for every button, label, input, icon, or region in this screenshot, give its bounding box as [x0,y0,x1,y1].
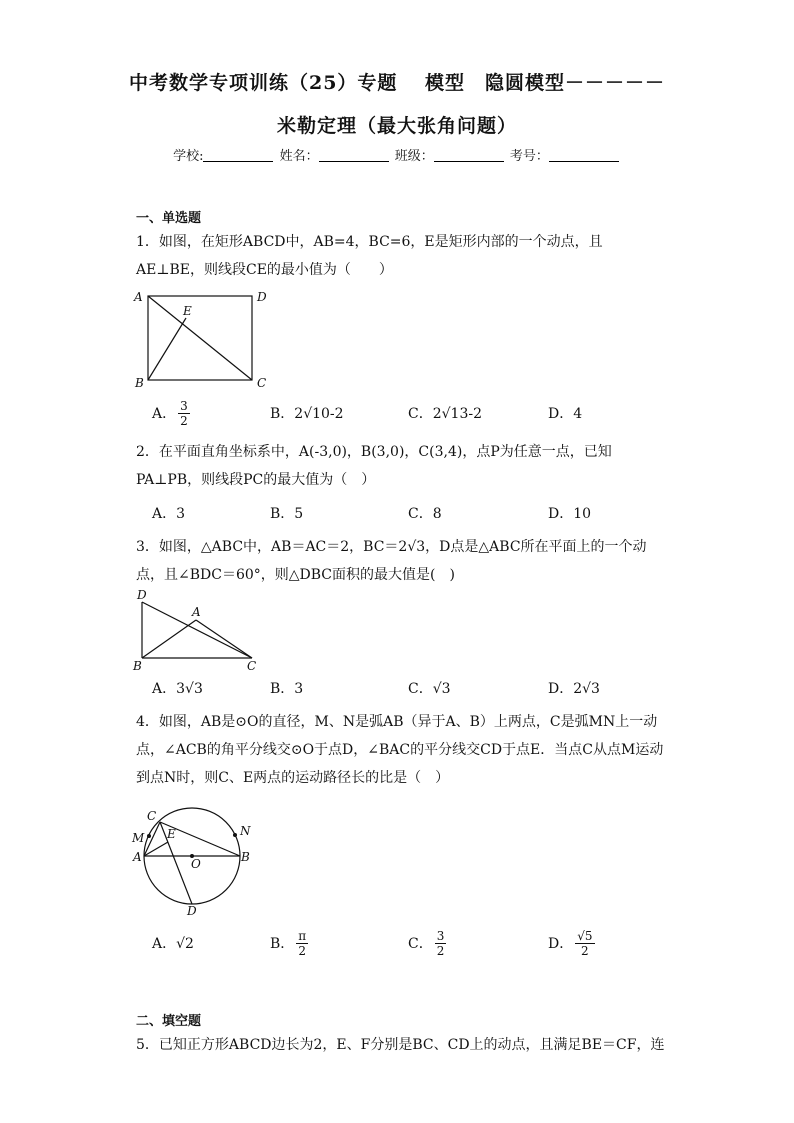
q1-option-a[interactable]: A． $\frac{3}{2}$ [152,398,188,428]
q3-option-c[interactable]: C．√3 [408,681,451,697]
q1-label-a: A [134,290,143,304]
q4-circle-figure [128,806,268,918]
q4-option-d[interactable]: D． $\frac{√5}{2}$ [548,928,593,958]
q4-option-b[interactable]: B． $\frac{\pi}{2}$ [270,928,307,958]
q2-option-d[interactable]: D．10 [548,506,592,522]
q4-label-b: B [241,850,250,864]
q3-label-c: C [247,659,257,673]
q2-option-b[interactable]: B．5 [270,506,304,522]
q2-option-c[interactable]: C．8 [408,506,442,522]
question-4-text: 4．如图，AB是⊙O的直径，M、N是弧AB（异于A、B）上两点，C是弧MN上一动点，∠ACB的角平分线交⊙O于点D，∠BAC的平分线交CD于点E．当点C从点M运动到点N时，则C、E两点的运动路径长的比是（ ） [136,714,664,786]
question-1-text: 1．如图，在矩形ABCD中，AB=4，BC=6，E是矩形内部的一个动点，且AE⊥BE，则线段CE的最小值为（ ） [136,234,603,278]
question-3-text: 3．如图，△ABC中，AB＝AC＝2，BC＝2√3，D点是△ABC所在平面上的一个动点，且∠BDC＝60°，则△DBC面积的最大值是( ) [136,539,647,583]
student-info-row [0,145,794,164]
q3-option-a[interactable]: A．3√3 [152,681,203,697]
school-label: 学校: [173,149,204,164]
class-label: 班级： [394,149,434,164]
q3-option-b[interactable]: B．3 [270,681,304,697]
q3-label-d: D [137,588,147,602]
q4-label-o: O [191,857,201,871]
question-1-options [152,393,672,433]
name-label: 姓名： [279,149,319,164]
school-blank[interactable] [203,149,273,162]
q1-segment-ae-c [148,296,252,380]
name-blank[interactable] [319,149,389,162]
section-single-choice: 一、单选题 [136,211,202,226]
page-title-line1: 中考数学专项训练（25）专题 模型 隐圆模型－－－－－ [128,72,666,94]
q1-option-c[interactable]: C．2√13-2 [408,406,482,422]
q2-option-a[interactable]: A．3 [152,506,186,522]
page-title-line2: 米勒定理（最大张角问题） [276,115,517,137]
q3-segment-ba [142,620,196,658]
q1-label-e: E [183,304,192,318]
q1-label-d: D [257,290,267,304]
q1-option-d[interactable]: D．4 [548,406,583,422]
exam-number-label: 考号： [509,149,549,164]
q4-label-m: M [132,831,145,845]
question-3-options [152,668,672,708]
q3-triangle-figure [130,586,270,676]
q4-label-e: E [167,827,176,841]
q3-label-b: B [133,659,142,673]
q4-option-a[interactable]: A．√2 [152,936,194,952]
q1-option-b[interactable]: B．2√10-2 [270,406,344,422]
q3-label-a: A [192,605,201,619]
q3-segment-ac [196,620,252,658]
q4-point-n [233,833,237,837]
q1-label-b: B [135,376,144,390]
question-2-text: 2．在平面直角坐标系中，A(-3,0)，B(3,0)，C(3,4)，点P为任意一点，已知PA⊥PB，则线段PC的最大值为（ ） [136,444,612,488]
q4-segment-cd [160,822,192,904]
q3-option-d[interactable]: D．2√3 [548,681,600,697]
q4-label-c: C [147,809,157,823]
section-fill-blank: 二、填空题 [136,1014,202,1029]
class-blank[interactable] [434,149,504,162]
q4-option-c[interactable]: C． $\frac{3}{2}$ [408,928,445,958]
q1-label-c: C [257,376,267,390]
q4-label-d: D [187,904,197,918]
question-2-options [152,493,672,533]
q4-label-a: A [133,850,142,864]
q4-label-n: N [240,824,251,838]
q4-point-m [147,834,151,838]
q1-rectangle-figure [130,286,280,392]
q1-segment-be [148,318,186,380]
question-5-text: 5．已知正方形ABCD边长为2，E、F分别是BC、CD上的动点，且满足BE＝CF，连 [136,1037,665,1053]
question-4-options [152,923,672,963]
exam-number-blank[interactable] [549,149,619,162]
